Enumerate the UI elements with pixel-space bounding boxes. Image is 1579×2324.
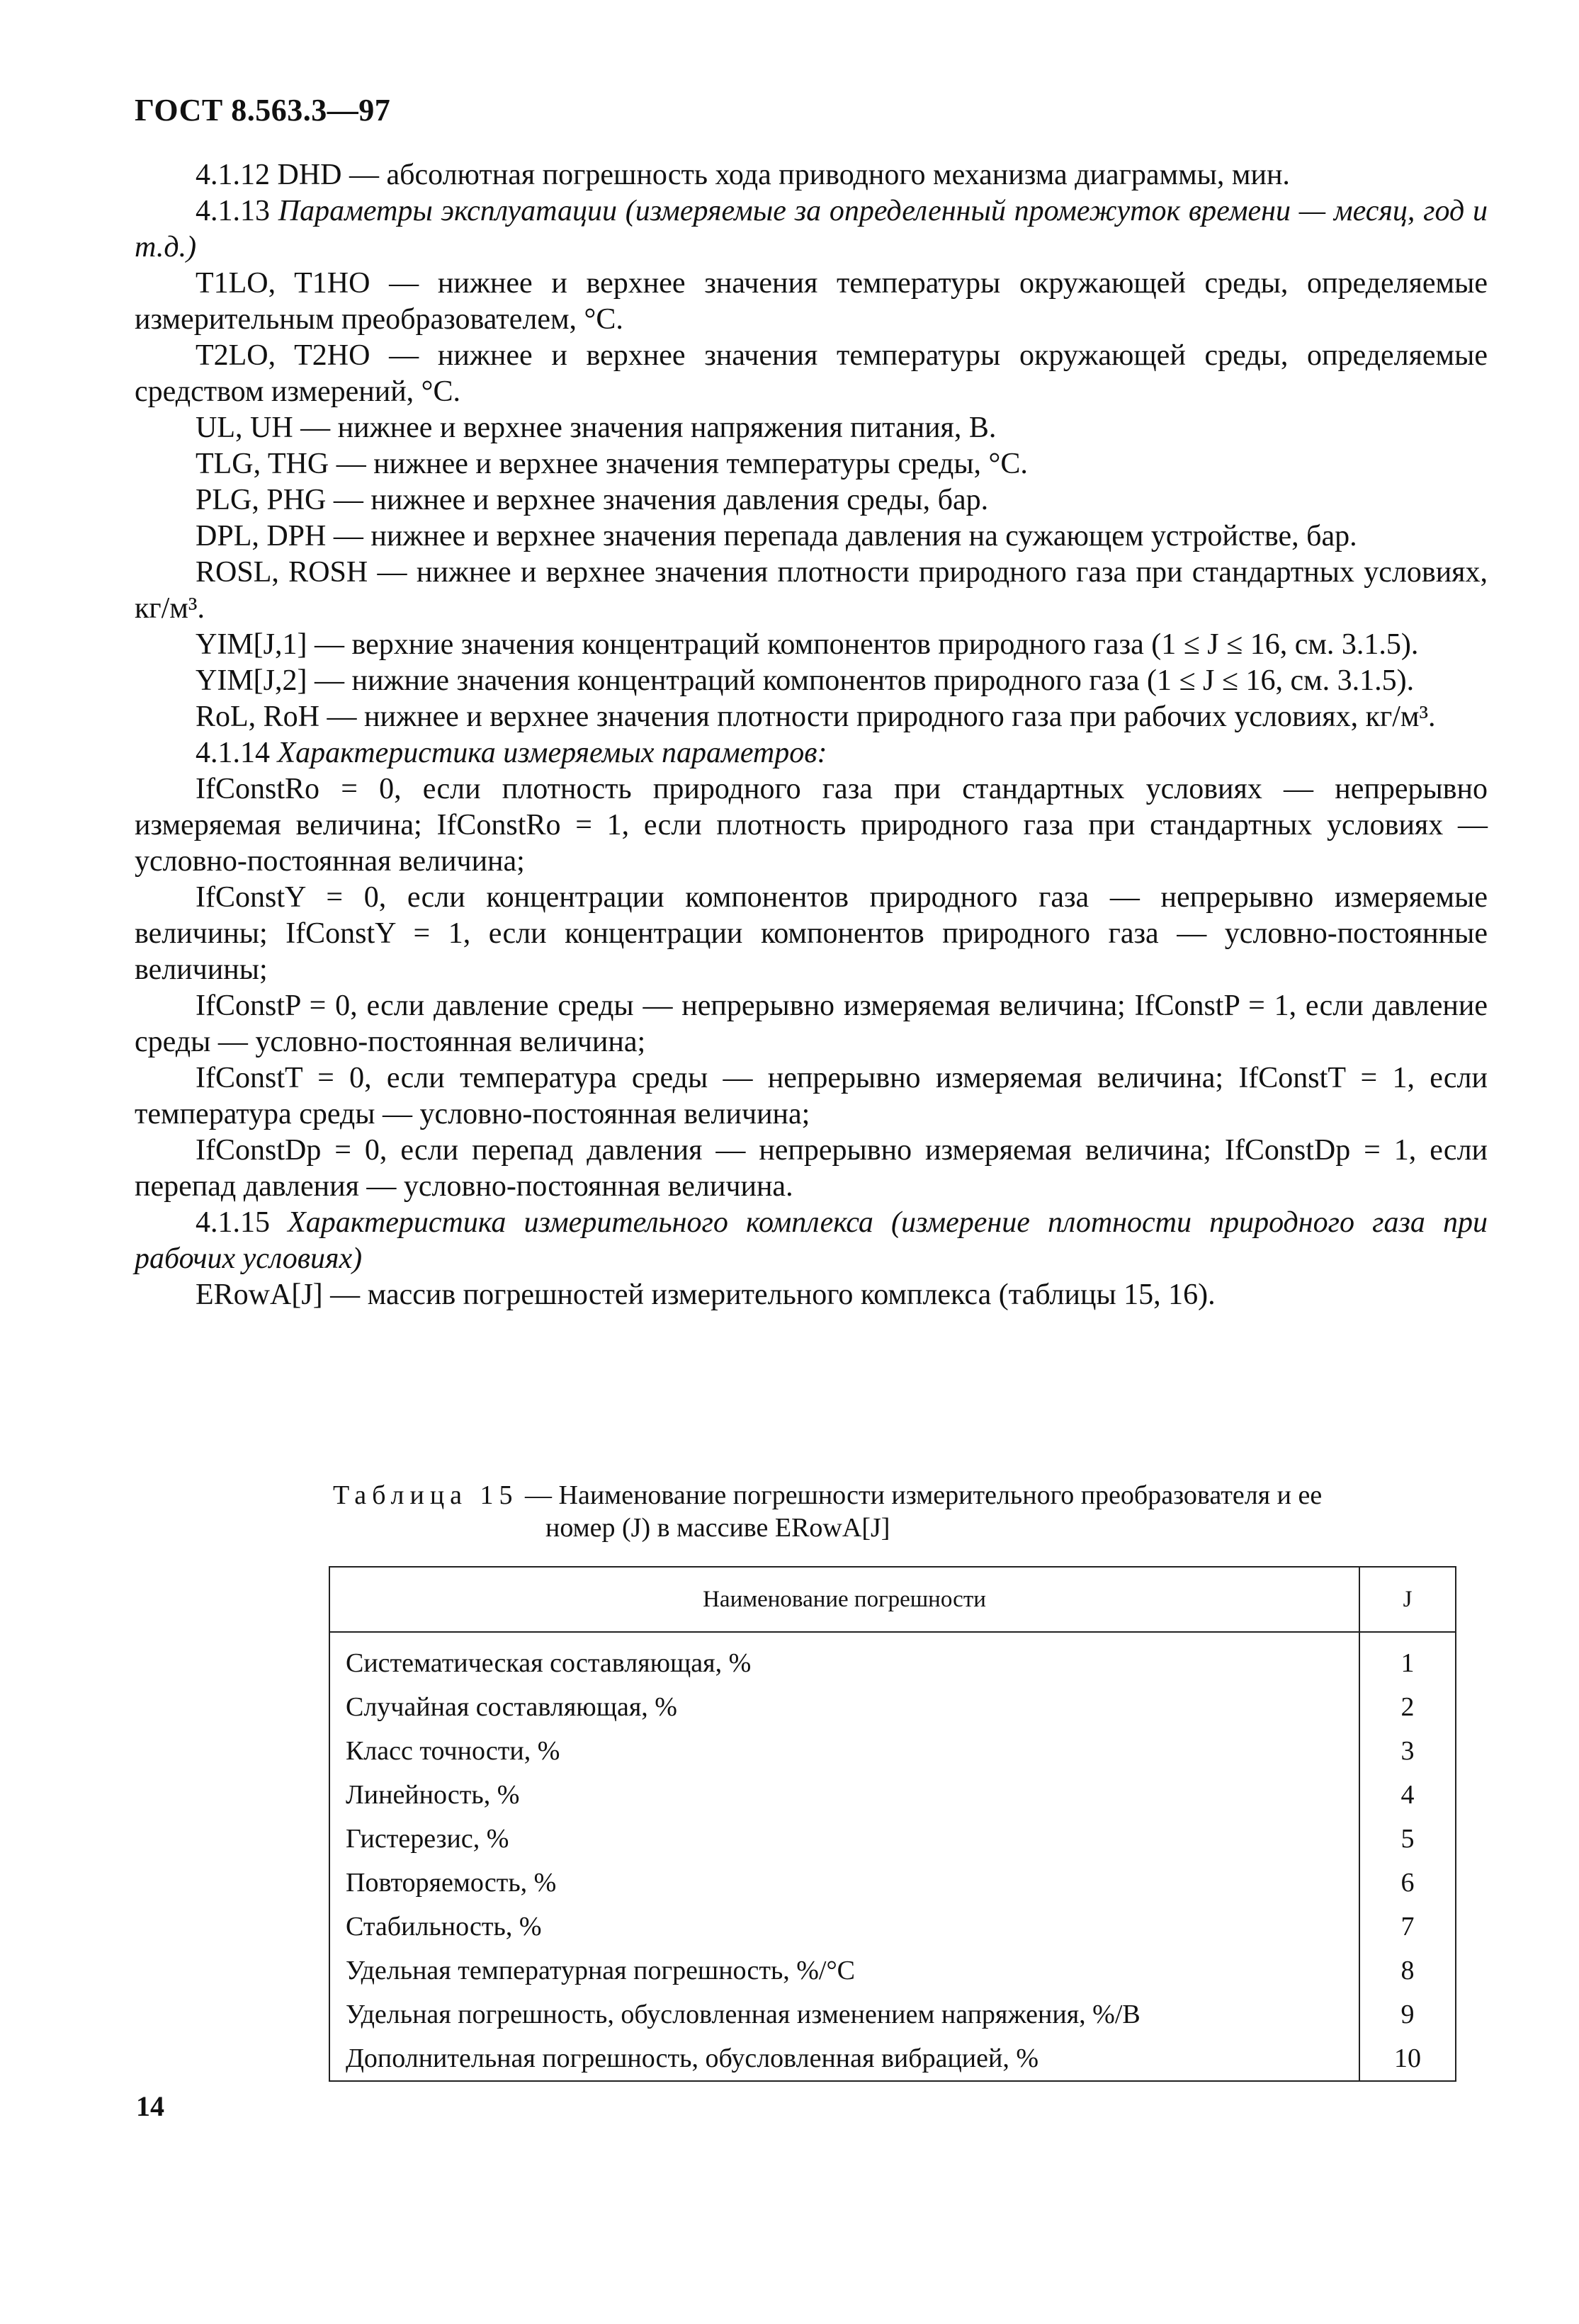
error-index-cell: 7	[1359, 1905, 1456, 1949]
clause-number: 4.1.15	[196, 1206, 270, 1239]
paragraph-yim-2: YIM[J,2] — нижние значения концентраций компонентов природного газа (1 ≤ J ≤ 16, см. 3.1.5).	[196, 664, 1415, 697]
paragraph-t2: T2LO, T2HO — нижнее и верхнее значения температуры окружающей среды, определяемые средством измерений, °С.	[135, 339, 1488, 408]
paragraph-ro: RoL, RoH — нижнее и верхнее значения плотности природного газа при рабочих условиях, кг/м³.	[196, 701, 1436, 733]
paragraph-ifconst-ro: IfConstRo = 0, если плотность природного газа при стандартных условиях — непрерывно измеряемая величина; IfConstRo = 1, если плотность природного газа при стандартных условиях — условно-постоянная величина;	[135, 773, 1488, 878]
error-index-cell: 3	[1359, 1729, 1456, 1773]
paragraph-u: UL, UH — нижнее и верхнее значения напряжения питания, В.	[196, 412, 997, 444]
table-row	[329, 1993, 1456, 2036]
error-name-cell: Дополнительная погрешность, обусловленная вибрацией, %	[329, 2036, 1359, 2081]
error-name-cell: Повторяемость, %	[329, 1861, 1359, 1905]
paragraph-dp: DPL, DPH — нижнее и верхнее значения перепада давления на сужающем устройстве, бар.	[196, 520, 1357, 552]
table-row	[329, 1905, 1456, 1949]
paragraph-ifconst-y: IfConstY = 0, если концентрации компонентов природного газа — непрерывно измеряемые величины; IfConstY = 1, если концентрации компонентов природного газа — условно-постоянные величины;	[135, 881, 1488, 986]
page-number: 14	[136, 2090, 164, 2122]
column-header-name: Наименование погрешности	[329, 1567, 1359, 1632]
paragraph-ifconst-dp: IfConstDp = 0, если перепад давления — непрерывно измеряемая величина; IfConstDp = 1, если перепад давления — условно-постоянная величина.	[135, 1134, 1488, 1203]
paragraph-t1: T1LO, T1HO — нижнее и верхнее значения температуры окружающей среды, определяемые измерительным преобразователем, °С.	[135, 267, 1488, 336]
error-name-cell: Удельная температурная погрешность, %/°С	[329, 1949, 1359, 1993]
error-index-cell: 5	[1359, 1817, 1456, 1861]
error-name-cell: Гистерезис, %	[329, 1817, 1359, 1861]
error-name-cell: Линейность, %	[329, 1773, 1359, 1817]
clause-title: Характеристика измеряемых параметров:	[277, 737, 827, 769]
error-name-cell: Класс точности, %	[329, 1729, 1359, 1773]
document-header: ГОСТ 8.563.3—97	[135, 93, 391, 127]
paragraph-4-1-12: 4.1.12 DHD — абсолютная погрешность хода приводного механизма диаграммы, мин.	[196, 159, 1290, 191]
clause-title: Характеристика измерительного комплекса (измерение плотности природного газа при рабочих условиях)	[135, 1206, 1488, 1275]
table-caption-line-1: — Наименование погрешности измерительного преобразователя и ее	[518, 1480, 1323, 1510]
paragraph-ifconst-t: IfConstT = 0, если температура среды — непрерывно измеряемая величина; IfConstT = 1, если температура среды — условно-постоянная величина;	[135, 1062, 1488, 1130]
error-index-cell: 2	[1359, 1685, 1456, 1729]
paragraph-t-medium: TLG, THG — нижнее и верхнее значения температуры среды, °С.	[196, 448, 1028, 480]
paragraph-4-1-14	[135, 735, 1488, 771]
error-index-cell: 1	[1359, 1632, 1456, 1685]
paragraph-erowa: ERowA[J] — массив погрешностей измерительного комплекса (таблицы 15, 16).	[196, 1279, 1216, 1311]
error-name-cell: Случайная составляющая, %	[329, 1685, 1359, 1729]
table-caption-line-2: номер (J) в массиве ERowA[J]	[545, 1513, 890, 1543]
table-row	[329, 1729, 1456, 1773]
paragraph-4-1-15	[135, 1205, 1488, 1277]
table-caption-label: Таблица 15	[333, 1480, 519, 1510]
error-name-cell: Систематическая составляющая, %	[329, 1632, 1359, 1685]
table-caption	[333, 1479, 1466, 1544]
table-header-row	[329, 1567, 1456, 1632]
paragraph-ros: ROSL, ROSH — нижнее и верхнее значения плотности природного газа при стандартных условиях, кг/м³.	[135, 556, 1488, 625]
clause-title: Параметры эксплуатации (измеряемые за определенный промежуток времени — месяц, год и т.д.)	[135, 195, 1488, 263]
column-header-j: J	[1359, 1567, 1456, 1632]
error-index-cell: 9	[1359, 1993, 1456, 2036]
table-row	[329, 2036, 1456, 2081]
error-table	[329, 1566, 1456, 2082]
paragraph-yim-1: YIM[J,1] — верхние значения концентраций компонентов природного газа (1 ≤ J ≤ 16, см. 3.1.5).	[196, 628, 1419, 661]
error-index-cell: 10	[1359, 2036, 1456, 2081]
paragraph-4-1-13	[135, 193, 1488, 266]
body-text	[135, 157, 1488, 1313]
error-name-cell: Стабильность, %	[329, 1905, 1359, 1949]
table-row	[329, 1685, 1456, 1729]
table-row	[329, 1861, 1456, 1905]
clause-number: 4.1.14	[196, 737, 270, 769]
table-row	[329, 1773, 1456, 1817]
paragraph-p-medium: PLG, PHG — нижнее и верхнее значения давления среды, бар.	[196, 484, 989, 516]
error-index-cell: 4	[1359, 1773, 1456, 1817]
table-row	[329, 1949, 1456, 1993]
table-row	[329, 1817, 1456, 1861]
error-index-cell: 8	[1359, 1949, 1456, 1993]
error-index-cell: 6	[1359, 1861, 1456, 1905]
table-row	[329, 1632, 1456, 1685]
error-name-cell: Удельная погрешность, обусловленная изменением напряжения, %/В	[329, 1993, 1359, 2036]
paragraph-ifconst-p: IfConstP = 0, если давление среды — непрерывно измеряемая величина; IfConstP = 1, если давление среды — условно-постоянная величина;	[135, 990, 1488, 1058]
clause-number: 4.1.13	[196, 195, 270, 227]
